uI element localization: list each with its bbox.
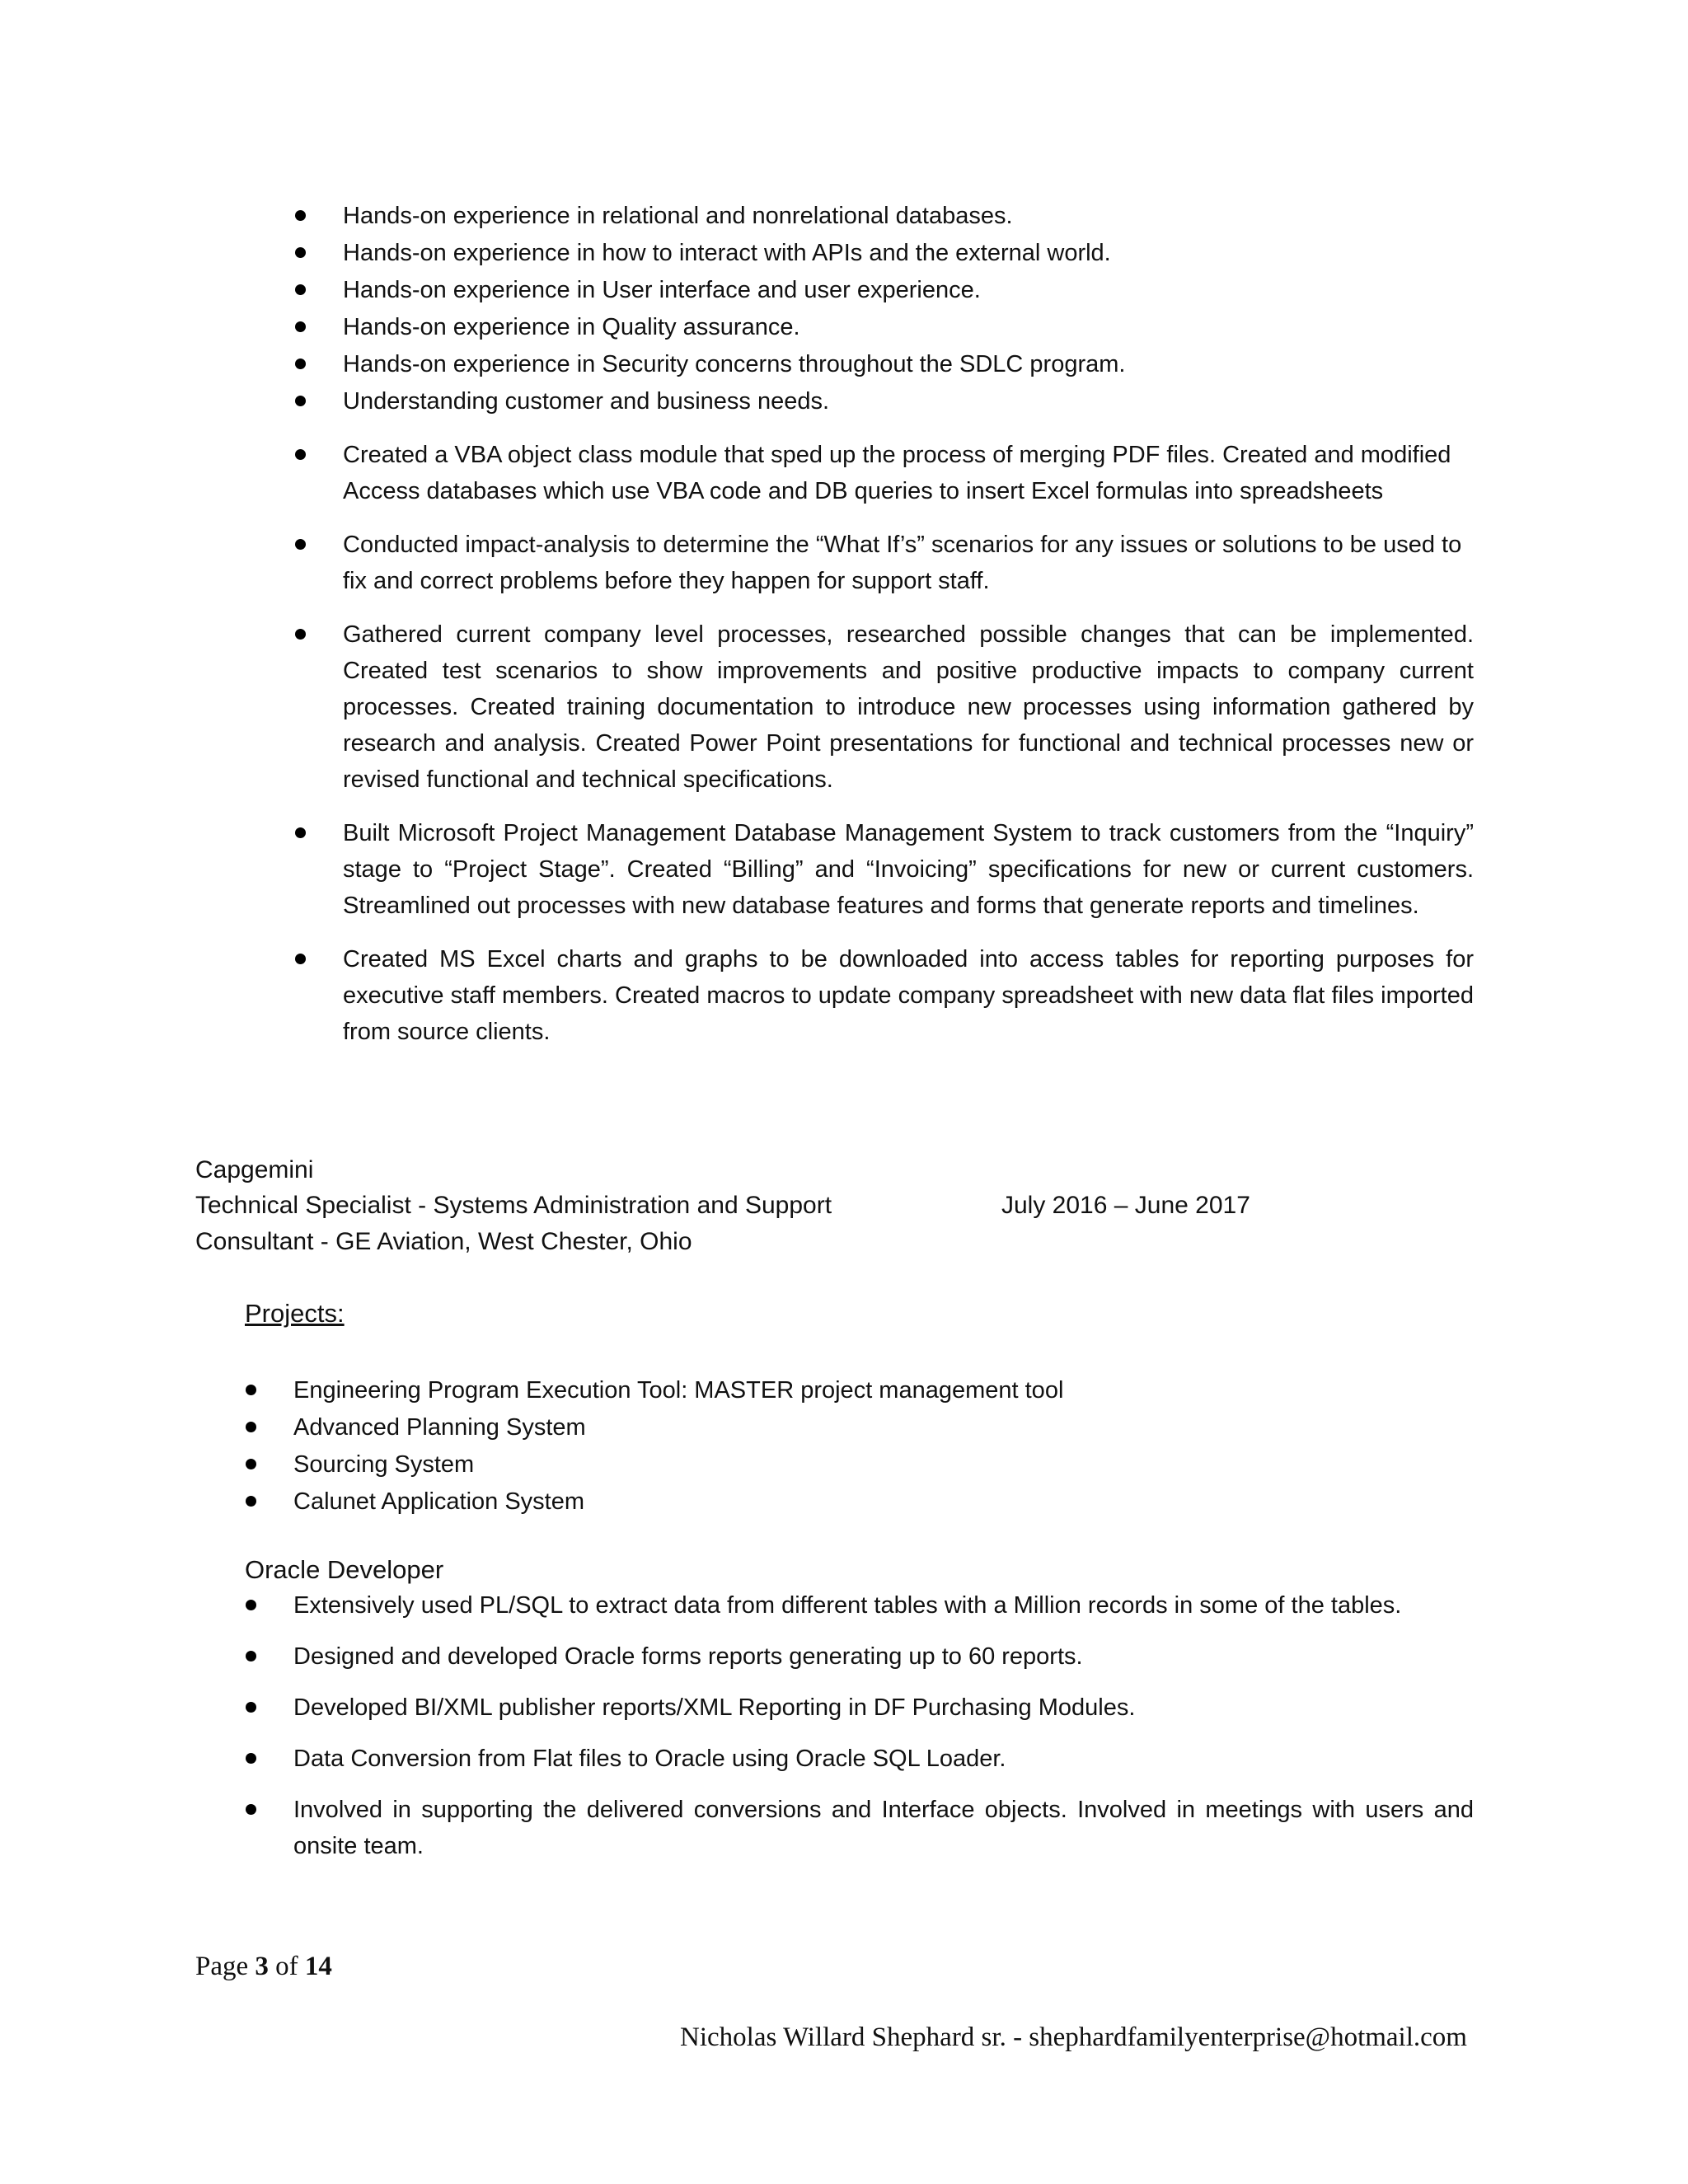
list-item	[246, 1792, 1474, 1864]
bullet-icon	[295, 539, 306, 550]
bullet-text: Hands-on experience in how to interact with APIs and the external world.	[343, 240, 1111, 266]
job-title: Technical Specialist - Systems Administration and Support	[195, 1192, 832, 1219]
bullet-icon	[295, 284, 306, 295]
bullet-icon	[295, 396, 306, 406]
bullet-text: Conducted impact-analysis to determine the “What If’s” scenarios for any issues or solutions to be used to fix and correct problems before they happen for support staff.	[343, 532, 1462, 594]
company-name: Capgemini	[195, 1156, 314, 1183]
bullet-text: Created MS Excel charts and graphs to be downloaded into access tables for reporting purposes for executive staff members. Created macros to update company spreadsheet with new data flat files imported from source clients.	[343, 946, 1474, 1045]
oracle-developer-heading: Oracle Developer	[245, 1555, 444, 1584]
bullet-icon	[246, 1496, 256, 1507]
bullet-icon	[295, 954, 306, 964]
projects-heading: Projects:	[245, 1299, 345, 1328]
bullet-icon	[246, 1422, 256, 1432]
bullet-text: Understanding customer and business needs.	[343, 388, 830, 415]
duty-text: Involved in supporting the delivered conversions and Interface objects. Involved in meetings with users and onsite team.	[293, 1797, 1474, 1859]
client-location: Consultant - GE Aviation, West Chester, Ohio	[195, 1228, 692, 1255]
bullet-text: Hands-on experience in Quality assurance.	[343, 314, 800, 340]
bullet-icon	[295, 247, 306, 258]
list-item	[295, 815, 1474, 924]
bullet-icon	[295, 629, 306, 640]
oracle-duties-list	[246, 1587, 1474, 1879]
bullet-icon	[295, 827, 306, 838]
bullet-text: Created a VBA object class module that sped up the process of merging PDF files. Created and modified Access databases which use VBA code and DB queries to insert Excel formulas into spreadsheets	[343, 442, 1451, 504]
bullet-icon	[295, 321, 306, 332]
list-item	[246, 1690, 1474, 1726]
list-item	[295, 198, 1474, 234]
list-item	[295, 527, 1474, 599]
project-text: Engineering Program Execution Tool: MASTER project management tool	[293, 1377, 1064, 1404]
footer-author-email: Nicholas Willard Shephard sr. - shephardfamilyenterprise@hotmail.com	[680, 2022, 1467, 2052]
project-text: Sourcing System	[293, 1451, 475, 1478]
bullet-icon	[246, 1459, 256, 1469]
list-item	[295, 235, 1474, 271]
bullet-icon	[295, 359, 306, 369]
list-item	[295, 346, 1474, 382]
bullet-text: Hands-on experience in User interface and user experience.	[343, 277, 981, 303]
list-item	[295, 437, 1474, 509]
duty-text: Extensively used PL/SQL to extract data from different tables with a Million records in some of the tables.	[293, 1592, 1402, 1619]
duty-text: Designed and developed Oracle forms reports generating up to 60 reports.	[293, 1643, 1083, 1670]
page-label: Page	[195, 1952, 249, 1981]
bullet-text: Gathered current company level processes, researched possible changes that can be implemented. Created test scenarios to show improvements and positive productive impacts to company current processes. Created training documentation to introduce new processes using information gathered by research and analysis. Created Power Point presentations for functional and technical processes new or revised functional and technical specifications.	[343, 621, 1474, 793]
bullet-icon	[246, 1804, 256, 1815]
list-item	[246, 1446, 1400, 1483]
list-item	[246, 1638, 1474, 1675]
bullet-icon	[246, 1600, 256, 1610]
list-item	[295, 272, 1474, 308]
bullet-icon	[246, 1385, 256, 1395]
duty-text: Developed BI/XML publisher reports/XML Reporting in DF Purchasing Modules.	[293, 1694, 1136, 1721]
bullet-text: Hands-on experience in Security concerns throughout the SDLC program.	[343, 351, 1126, 377]
page-of: of	[275, 1952, 298, 1981]
list-item	[246, 1372, 1400, 1408]
projects-list	[246, 1372, 1400, 1521]
duty-text: Data Conversion from Flat files to Oracle using Oracle SQL Loader.	[293, 1746, 1006, 1772]
project-text: Calunet Application System	[293, 1488, 585, 1515]
job-dates: July 2016 – June 2017	[1001, 1192, 1250, 1219]
page-number	[195, 1952, 332, 1982]
list-item	[246, 1587, 1474, 1624]
bullet-icon	[295, 210, 306, 221]
list-item	[246, 1409, 1400, 1446]
page-total: 14	[304, 1952, 332, 1981]
bullet-icon	[246, 1753, 256, 1764]
page-current: 3	[255, 1952, 269, 1981]
list-item	[246, 1741, 1474, 1777]
bullet-icon	[295, 449, 306, 460]
project-text: Advanced Planning System	[293, 1414, 586, 1441]
list-item	[295, 941, 1474, 1050]
bullet-text: Built Microsoft Project Management Database Management System to track customers from the “Inquiry” stage to “Project Stage”. Created “Billing” and “Invoicing” specifications for new or current customers. Streamlined out processes with new database features and forms that generate reports and timelines.	[343, 820, 1474, 919]
list-item	[246, 1483, 1400, 1520]
list-item	[295, 309, 1474, 345]
bullet-icon	[246, 1702, 256, 1713]
bullet-text: Hands-on experience in relational and nonrelational databases.	[343, 203, 1013, 229]
experience-bullet-list	[295, 198, 1474, 1067]
list-item	[295, 383, 1474, 419]
list-item	[295, 616, 1474, 798]
bullet-icon	[246, 1651, 256, 1661]
